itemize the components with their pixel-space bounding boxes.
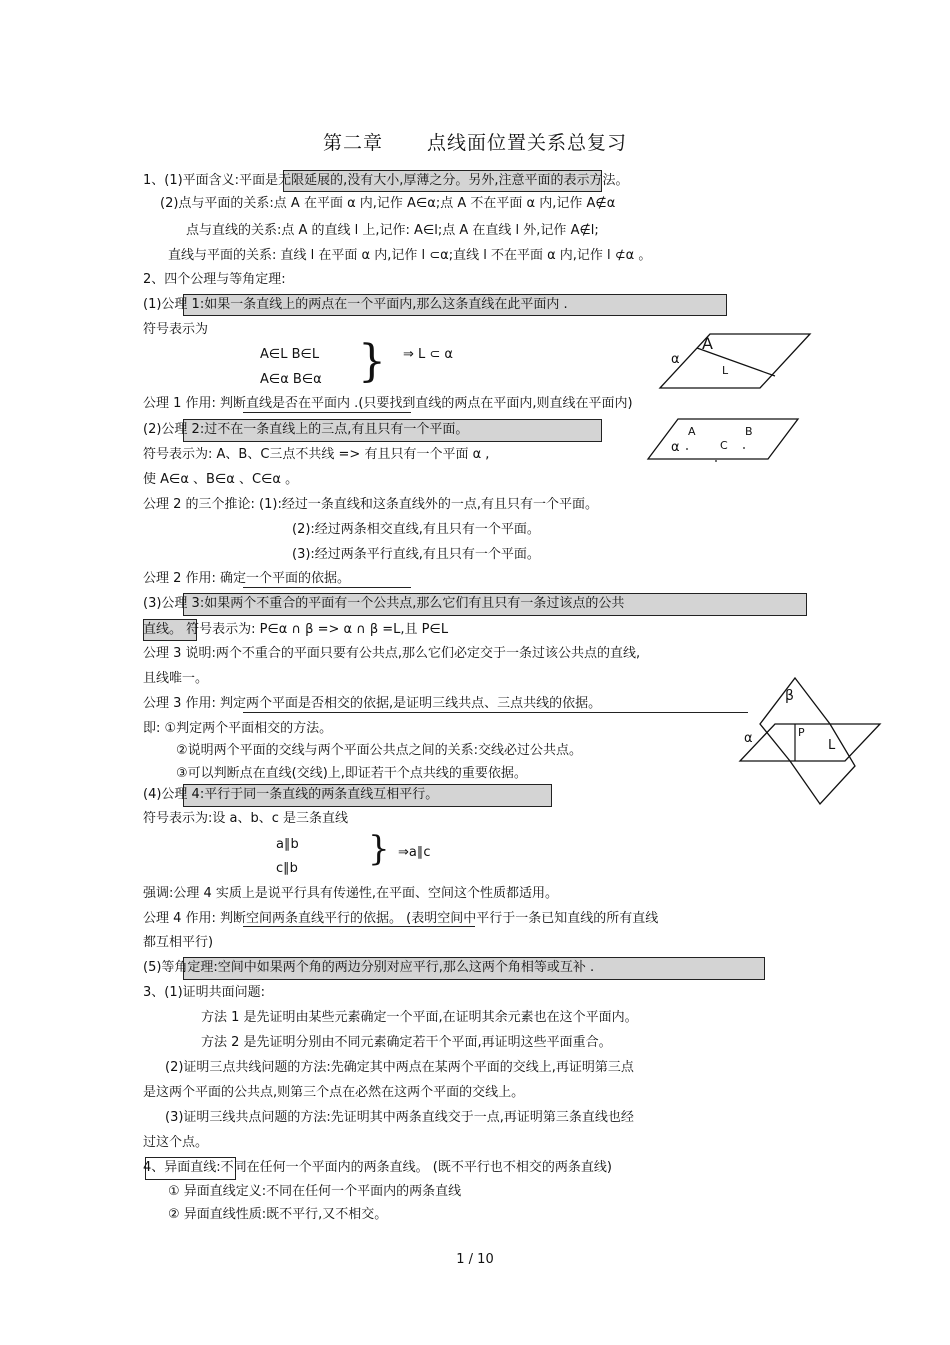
text-line: 符号表示为 [143,322,209,337]
figure-line-in-plane [655,330,815,392]
text-line: (2):经过两条相交直线,有且只有一个平面。 [292,522,540,537]
underline-axiom1-use [243,412,411,413]
text-line: 直线与平面的关系: 直线 l 在平面 α 内,记作 l ⊂α;直线 l 不在平面 α 内,记作 l ⊄α 。 [168,248,652,263]
text-line: ② 异面直线性质:既不平行,又不相交。 [168,1207,388,1222]
label-c: C [720,439,728,452]
label-p: P [798,726,805,739]
text-line: 公理 3 说明:两个不重合的平面只要有公共点,那么它们必定交于一条过该公共点的直线, [143,646,641,661]
figure-intersecting-planes [735,676,915,811]
text-line: 2、四个公理与等角定理: [143,272,286,287]
formula-result: ⇒a∥c [398,845,431,860]
text-line: (3):经过两条平行直线,有且只有一个平面。 [292,547,540,562]
text-line: 公理 3 作用: 判定两个平面是否相交的依据,是证明三线共点、三点共线的依据。 [143,696,602,711]
formula-line: c∥b [276,861,298,876]
label-alpha: α [671,352,680,367]
plane-alpha [740,724,880,761]
label-l: L [722,364,729,377]
page-number: 1 / 10 [456,1252,494,1267]
brace-axiom4: } [368,829,390,869]
point-marker [715,460,717,462]
label-beta: β [785,688,794,704]
label-a: A [702,334,713,353]
text-line: 公理 1 作用: 判断直线是否在平面内 .(只要找到直线的两点在平面内,则直线在平面内) [143,396,633,411]
text-line: 点与直线的关系:点 A 的直线 l 上,记作: A∈l;点 A 在直线 l 外,记作 A∉l; [186,223,599,238]
text-line: ②说明两个平面的交线与两个平面公共点之间的关系:交线必过公共点。 [176,743,583,758]
point-marker [743,447,745,449]
text-line: 方法 2 是先证明分别由不同元素确定若干个平面,再证明这些平面重合。 [201,1035,612,1050]
brace-axiom1: } [358,336,386,387]
text-line: 方法 1 是先证明由某些元素确定一个平面,在证明其余元素也在这个平面内。 [201,1010,638,1025]
figure-three-points-plane [643,415,803,463]
label-alpha: α [671,440,680,455]
point-marker [686,448,688,450]
label-b: B [745,425,753,438]
text-line: 且线唯一。 [143,671,209,686]
text-line: 符号表示为:设 a、b、c 是三条直线 [143,811,349,826]
text-line: 使 A∈α 、B∈α 、C∈α 。 [143,472,299,487]
text-line: 公理 2 的三个推论: (1):经过一条直线和这条直线外的一点,有且只有一个平面。 [143,497,598,512]
chapter-label: 第二章 [322,132,383,154]
text-line: 3、(1)证明共面问题: [143,985,266,1000]
text-line: (5)等角定理:空间中如果两个角的两边分别对应平行,那么这两个角相等或互补 . [143,960,595,975]
text-line: (4)公理 4:平行于同一条直线的两条直线互相平行。 [143,787,439,802]
text-line: 过这个点。 [143,1135,209,1150]
text-line: 强调:公理 4 实质上是说平行具有传递性,在平面、空间这个性质都适用。 [143,886,559,901]
text-line: 公理 4 作用: 判断空间两条直线平行的依据。 (表明空间中平行于一条已知直线的所有直线 [143,911,659,926]
text-line: 即: ①判定两个平面相交的方法。 [143,721,333,736]
formula-line: A∈α B∈α [260,372,322,387]
formula-line: A∈L B∈L [260,347,320,362]
formula-line: a∥b [276,837,299,852]
page-title [0,128,950,155]
formula-result: ⇒ L ⊂ α [403,347,453,362]
text-line: (3)证明三线共点问题的方法:先证明其中两条直线交于一点,再证明第三条直线也经 [165,1110,634,1125]
text-line: 符号表示为: A、B、C三点不共线 => 有且只有一个平面 α , [143,447,490,462]
text-line: ③可以判断点在直线(交线)上,即证若干个点共线的重要依据。 [176,766,527,781]
text-line: 4、异面直线:不同在任何一个平面内的两条直线。 (既不平行也不相交的两条直线) [143,1160,612,1175]
text-line: (3)公理 3:如果两个不重合的平面有一个公共点,那么它们有且只有一条过该点的公共 [143,596,625,611]
text-line: ① 异面直线定义:不同在任何一个平面内的两条直线 [168,1184,462,1199]
text-line: (1)公理 1:如果一条直线上的两点在一个平面内,那么这条直线在此平面内 . [143,297,568,312]
text-line: 是这两个平面的公共点,则第三个点在必然在这两个平面的交线上。 [143,1085,525,1100]
underline-axiom3-use [243,712,748,713]
plane-parallelogram [660,334,810,388]
label-alpha: α [744,731,753,746]
plane-beta [760,678,855,804]
text-line: (2)证明三点共线问题的方法:先确定其中两点在某两个平面的交线上,再证明第三点 [165,1060,634,1075]
text-line: 公理 2 作用: 确定一个平面的依据。 [143,571,351,586]
text-line: 都互相平行) [143,935,214,950]
chapter-topic: 点线面位置关系总复习 [427,132,628,154]
underline-axiom2-use [243,587,411,588]
text-line: (2)公理 2:过不在一条直线上的三点,有且只有一个平面。 [143,422,469,437]
text-line: 直线。 符号表示为: P∈α ∩ β => α ∩ β =L,且 P∈L [143,622,449,637]
label-a: A [688,425,696,438]
label-l: L [828,738,836,753]
text-line: (2)点与平面的关系:点 A 在平面 α 内,记作 A∈α;点 A 不在平面 α 内,记作 A∉α [160,196,616,211]
text-line: 1、(1)平面含义:平面是无限延展的,没有大小,厚薄之分。另外,注意平面的表示方法。 [143,173,629,188]
